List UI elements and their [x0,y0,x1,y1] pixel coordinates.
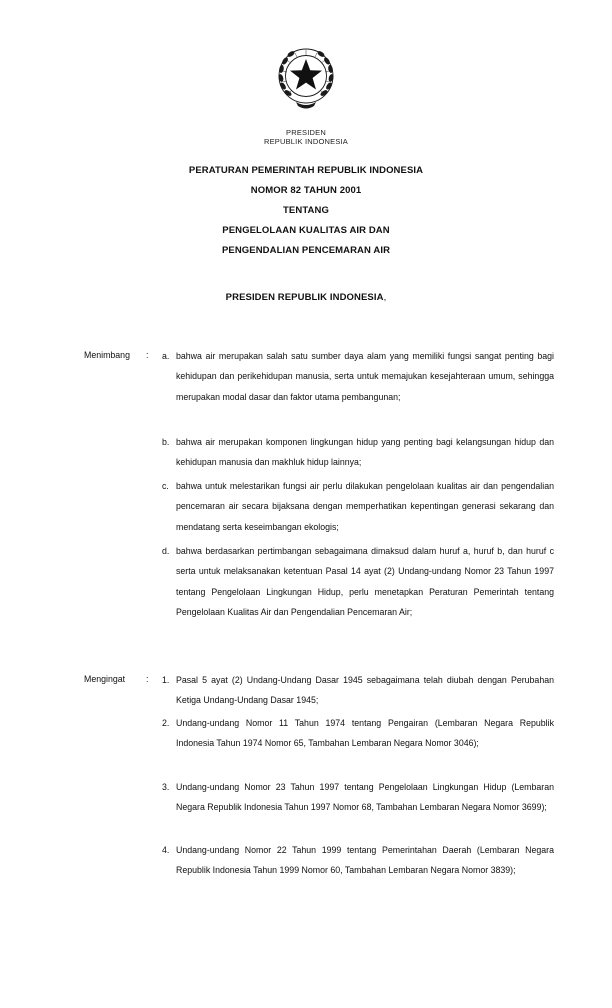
mengingat-item-3 [162,777,554,818]
item-text: Pasal 5 ayat (2) Undang-Undang Dasar 1945 sebagaimana telah diubah dengan Perubahan Ketiga Undang-Undang Dasar 1945; [176,675,554,706]
item-marker: c. [162,481,169,491]
menimbang-item-d [162,541,554,622]
item-text: Undang-undang Nomor 11 Tahun 1974 tentang Pengairan (Lembaran Negara Republik Indonesia Tahun 1974 Nomor 65, Tambahan Lembaran Negara Nomor 3046); [176,718,554,749]
regulation-number: NOMOR 82 TAHUN 2001 [250,185,362,196]
garuda-star-wreath-icon [274,38,338,124]
item-text: bahwa air merupakan komponen lingkungan hidup yang penting bagi kelangsungan hidup dan kehidupan manusia dan makhluk hidup lainnya; [176,437,554,468]
president-heading [0,292,612,303]
mengingat-item-1 [162,670,554,711]
menimbang-item-c [162,476,554,537]
item-text: bahwa air merupakan salah satu sumber daya alam yang memiliki fungsi sangat penting bagi kehidupan dan perikehidupan manusia, serta untuk memajukan kesejahteraan umum, sehingga merupakan modal dasar dan faktor utama pembangunan; [176,351,554,402]
mengingat-colon: : [146,674,149,684]
mengingat-label: Mengingat [84,674,126,684]
menimbang-label: Menimbang [84,350,130,360]
item-marker: d. [162,546,170,556]
item-text: Undang-undang Nomor 22 Tahun 1999 tentang Pemerintahan Daerah (Lembaran Negara Republik Indonesia Tahun 1999 Nomor 60, Tambahan Lembaran Negara Nomor 3839); [176,845,554,876]
emblem-caption-republic: REPUBLIK INDONESIA [263,137,349,146]
menimbang-item-b [162,432,554,473]
item-marker: 4. [162,845,170,855]
item-marker: a. [162,351,170,361]
item-marker: 2. [162,718,170,728]
emblem-caption-president: PRESIDEN [286,128,326,137]
president-heading-text: PRESIDEN REPUBLIK INDONESIA [225,292,384,303]
regulation-title: PERATURAN PEMERINTAH REPUBLIK INDONESIA [188,165,424,176]
regulation-about: TENTANG [283,205,329,216]
item-marker: b. [162,437,170,447]
item-marker: 1. [162,675,170,685]
mengingat-item-4 [162,840,554,881]
item-text: bahwa untuk melestarikan fungsi air perlu dilakukan pengelolaan kualitas air dan pengendalian pencemaran air secara bijaksana dengan memperhatikan kepentingan generasi sekarang dan mendatang serta keseimbangan ekologis; [176,481,554,532]
mengingat-item-2 [162,713,554,754]
menimbang-colon: : [146,350,149,360]
regulation-subject-line2: PENGENDALIAN PENCEMARAN AIR [221,245,391,256]
item-text: bahwa berdasarkan pertimbangan sebagaimana dimaksud dalam huruf a, huruf b, dan huruf c serta untuk melaksanakan ketentuan Pasal 14 ayat (2) Undang-undang Nomor 23 Tahun 1997 tentang Pengelolaan Lingkungan Hidup, perlu menetapkan Peraturan Pemerintah tentang Pengelolaan Kualitas Air dan Pengendalian Pencemaran Air; [176,546,554,617]
menimbang-item-a [162,346,554,407]
regulation-subject-line1: PENGELOLAAN KUALITAS AIR DAN [222,225,390,236]
item-marker: 3. [162,782,170,792]
president-heading-punct: , [383,292,387,303]
item-text: Undang-undang Nomor 23 Tahun 1997 tentang Pengelolaan Lingkungan Hidup (Lembaran Negara Republik Indonesia Tahun 1997 Nomor 68, Tambahan Lembaran Negara Nomor 3699); [176,782,554,813]
